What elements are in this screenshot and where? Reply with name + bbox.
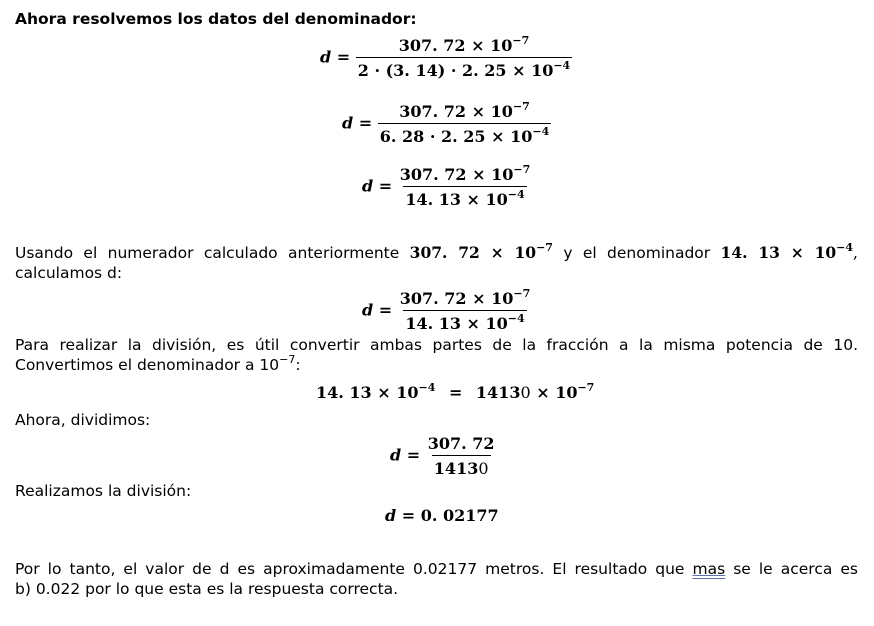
fraction xyxy=(356,36,572,80)
variable-d: d xyxy=(320,47,332,67)
variable-d: d xyxy=(362,176,374,196)
numerator: 307. $72 \times 10^{-7}$ xyxy=(399,287,531,308)
fraction xyxy=(398,289,533,333)
paragraph-2-line-2: Convertimos el denominador a $10^{-7}$: xyxy=(15,353,301,374)
equals-sign: = xyxy=(401,506,416,525)
variable-d: d xyxy=(390,445,402,465)
numerator: 307. $72 \times 10^{-7}$ xyxy=(399,163,531,184)
equation-3 xyxy=(362,165,532,209)
result-value: 0. 02177 xyxy=(420,506,499,525)
equation-4 xyxy=(362,289,532,333)
paragraph-5-line-2: b) 0.022 por lo que esta es la respuesta correcta. xyxy=(15,580,399,598)
equation-6 xyxy=(390,434,497,478)
numerator: 307. $72 \times 10^{-7}$ xyxy=(398,34,530,55)
spelling-flag: mas xyxy=(692,560,726,578)
equals-sign: = xyxy=(448,383,463,402)
paragraph-2-line-1: Para realizar la división, es útil convertir ambas partes de la fracción a la misma potencia de 10. xyxy=(15,336,858,354)
denominator: 14. $13 \times 10^{-4}$ xyxy=(405,188,525,209)
fraction xyxy=(398,165,533,209)
variable-d: d xyxy=(342,113,354,133)
paragraph-1-line-1: Usando el numerador calculado anteriormente 307. $72 \times 10^{-7}$ y el denominador 14. $13 \times 10^{-4}$, xyxy=(15,241,858,262)
inline-math-numerator: 307. $72 \times 10^{-7}$ xyxy=(409,241,553,262)
equals-sign: = xyxy=(378,300,393,320)
equals-sign: = xyxy=(336,47,351,67)
equation-left: 14. $13 \times 10^{-4}$ xyxy=(316,381,436,402)
section-heading: Ahora resolvemos los datos del denominador: xyxy=(15,10,417,28)
paragraph-3: Ahora, dividimos: xyxy=(15,411,151,429)
fraction xyxy=(378,102,551,146)
equation-2 xyxy=(342,102,551,146)
equation-5 xyxy=(316,383,594,402)
paragraph-1-line-2: calculamos d: xyxy=(15,264,123,282)
denominator: 14130 xyxy=(432,455,491,478)
equals-sign: = xyxy=(358,113,373,133)
equals-sign: = xyxy=(406,445,421,465)
equation-right: $14130 \times 10^{-7}$ xyxy=(475,381,595,402)
variable-d: d xyxy=(362,300,374,320)
denominator: 2 · (3. 14) · 2. $25 \times 10^{-4}$ xyxy=(357,59,571,80)
numerator: 307. $72 \times 10^{-7}$ xyxy=(399,100,530,121)
paragraph-5-line-1: Por lo tanto, el valor de d es aproximadamente 0.02177 metros. El resultado que mas se le acerca es xyxy=(15,560,858,578)
inline-math-denominator: 14. $13 \times 10^{-4}$, xyxy=(720,241,858,262)
equals-sign: = xyxy=(378,176,393,196)
variable-d: d xyxy=(385,506,397,525)
equation-7 xyxy=(385,506,499,525)
fraction xyxy=(426,434,497,478)
denominator: 14. $13 \times 10^{-4}$ xyxy=(405,312,525,333)
denominator: 6. 28 · 2. $25 \times 10^{-4}$ xyxy=(379,125,550,146)
equation-1 xyxy=(320,36,572,80)
numerator: 307. 72 xyxy=(427,434,495,453)
paragraph-4: Realizamos la división: xyxy=(15,482,192,500)
